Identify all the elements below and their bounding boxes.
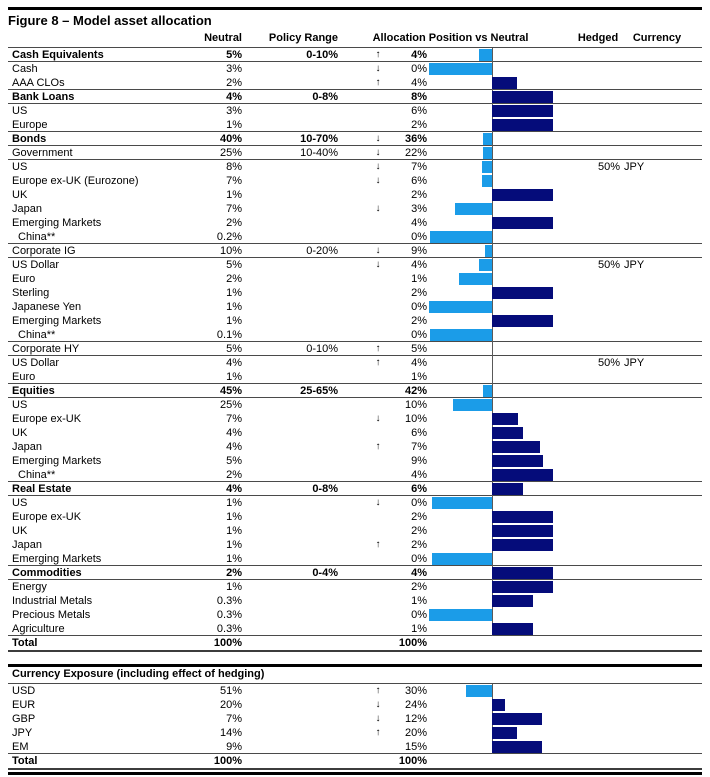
hedged-value: 50% <box>597 259 620 271</box>
overweight-bar <box>492 581 553 593</box>
allocation-value: 2% <box>411 511 427 523</box>
row-label: US <box>12 161 28 173</box>
table-row <box>8 454 702 468</box>
table-row <box>8 230 702 244</box>
allocation-value: 30% <box>404 685 427 697</box>
allocation-value: 0% <box>411 301 427 313</box>
row-label: USD <box>12 685 36 697</box>
row-label: Industrial Metals <box>12 595 93 607</box>
change-arrow-icon: ↓ <box>375 413 381 424</box>
neutral-value: 0.1% <box>216 329 242 341</box>
row-label: Euro <box>12 371 36 383</box>
row-label: Emerging Markets <box>12 455 102 467</box>
allocation-value: 2% <box>411 287 427 299</box>
row-label: Europe ex-UK <box>12 413 82 425</box>
overweight-bar <box>492 595 533 607</box>
underweight-bar <box>482 175 492 187</box>
overweight-bar <box>492 727 517 739</box>
underweight-bar <box>430 329 492 341</box>
neutral-value: 1% <box>226 119 242 131</box>
neutral-value: 40% <box>219 133 242 145</box>
row-label: Japan <box>12 441 42 453</box>
policy-range-value: 0-8% <box>312 91 338 103</box>
policy-range-value: 10-70% <box>300 133 338 145</box>
allocation-value: 6% <box>411 175 427 187</box>
allocation-value: 6% <box>411 483 427 495</box>
row-label: Euro <box>12 273 36 285</box>
allocation-value: 1% <box>411 371 427 383</box>
currency-exposure-table <box>8 684 702 768</box>
overweight-bar <box>492 623 533 635</box>
row-label: Europe ex-UK (Eurozone) <box>12 175 139 187</box>
table-row <box>8 356 702 370</box>
underweight-bar <box>483 147 492 159</box>
change-arrow-icon: ↓ <box>375 161 381 172</box>
table-row <box>8 76 702 90</box>
allocation-value: 2% <box>411 525 427 537</box>
hedged-value: 50% <box>597 161 620 173</box>
allocation-value: 4% <box>411 469 427 481</box>
neutral-value: 1% <box>226 539 242 551</box>
neutral-value: 7% <box>226 713 242 725</box>
allocation-value: 42% <box>404 385 427 397</box>
table-row <box>8 118 702 132</box>
table-row <box>8 580 702 594</box>
neutral-value: 0.3% <box>216 595 242 607</box>
allocation-value: 12% <box>404 713 427 725</box>
allocation-value: 0% <box>411 497 427 509</box>
top-rule <box>8 7 702 10</box>
allocation-value: 6% <box>411 427 427 439</box>
allocation-value: 24% <box>404 699 427 711</box>
change-arrow-icon: ↓ <box>375 713 381 724</box>
row-label: Cash <box>12 63 38 75</box>
row-label: UK <box>12 427 28 439</box>
neutral-value: 0.2% <box>216 231 242 243</box>
row-label: Bank Loans <box>12 91 75 103</box>
neutral-value: 9% <box>226 741 242 753</box>
row-label: Cash Equivalents <box>12 49 104 61</box>
overweight-bar <box>492 741 542 753</box>
underweight-bar <box>429 63 492 75</box>
change-arrow-icon: ↓ <box>375 133 381 144</box>
table-row <box>8 104 702 118</box>
table-row <box>8 510 702 524</box>
currency-value: JPY <box>624 357 645 369</box>
table-row <box>8 482 702 496</box>
overweight-bar <box>492 469 553 481</box>
allocation-value: 8% <box>411 91 427 103</box>
table-row <box>8 524 702 538</box>
allocation-table <box>8 48 702 650</box>
neutral-value: 1% <box>226 553 242 565</box>
table-row <box>8 398 702 412</box>
change-arrow-icon: ↑ <box>375 357 381 368</box>
neutral-value: 1% <box>226 371 242 383</box>
figure-title: Figure 8 – Model asset allocation <box>8 13 212 28</box>
row-label: Bonds <box>12 133 47 145</box>
allocation-value: 4% <box>411 357 427 369</box>
table-row <box>8 132 702 146</box>
table-row <box>8 62 702 76</box>
table-row <box>8 286 702 300</box>
table-row <box>8 314 702 328</box>
allocation-value: 1% <box>411 595 427 607</box>
neutral-value: 2% <box>226 567 242 579</box>
table-row <box>8 258 702 272</box>
neutral-value: 25% <box>219 147 242 159</box>
row-label: Emerging Markets <box>12 217 102 229</box>
allocation-value: 4% <box>411 217 427 229</box>
table-row <box>8 412 702 426</box>
overweight-bar <box>492 567 553 579</box>
overweight-bar <box>492 189 553 201</box>
row-label: EUR <box>12 699 36 711</box>
table-row <box>8 272 702 286</box>
neutral-value: 2% <box>226 469 242 481</box>
change-arrow-icon: ↑ <box>375 77 381 88</box>
allocation-value: 15% <box>404 741 427 753</box>
change-arrow-icon: ↓ <box>375 699 381 710</box>
row-label: Real Estate <box>12 483 72 495</box>
row-label: US Dollar <box>12 357 60 369</box>
neutral-value: 5% <box>226 49 242 61</box>
neutral-value: 1% <box>226 301 242 313</box>
row-label: JPY <box>12 727 33 739</box>
overweight-bar <box>492 539 553 551</box>
table-row <box>8 188 702 202</box>
underweight-bar <box>432 553 492 565</box>
allocation-value: 0% <box>411 231 427 243</box>
policy-range-value: 0-20% <box>306 245 338 257</box>
row-label: US Dollar <box>12 259 60 271</box>
table-row <box>8 726 702 740</box>
change-arrow-icon: ↓ <box>375 147 381 158</box>
neutral-value: 1% <box>226 287 242 299</box>
underweight-bar <box>432 497 492 509</box>
allocation-value: 0% <box>411 329 427 341</box>
row-label: Japan <box>12 203 42 215</box>
row-label: US <box>12 105 28 117</box>
table-row <box>8 426 702 440</box>
neutral-value: 7% <box>226 413 242 425</box>
table-row <box>8 174 702 188</box>
table-row <box>8 594 702 608</box>
overweight-bar <box>492 91 553 103</box>
neutral-value: 0.3% <box>216 623 242 635</box>
overweight-bar <box>492 105 553 117</box>
allocation-value: 2% <box>411 315 427 327</box>
row-label: Total <box>12 755 38 767</box>
allocation-value: 4% <box>411 259 427 271</box>
neutral-value: 0.3% <box>216 609 242 621</box>
overweight-bar <box>492 511 553 523</box>
neutral-value: 14% <box>219 727 242 739</box>
underweight-bar <box>455 203 492 215</box>
neutral-value: 3% <box>226 105 242 117</box>
table-row <box>8 202 702 216</box>
col-header-neutral: Neutral <box>204 32 242 44</box>
policy-range-value: 0-10% <box>306 49 338 61</box>
overweight-bar <box>492 413 518 425</box>
policy-range-value: 0-8% <box>312 483 338 495</box>
allocation-value: 10% <box>404 399 427 411</box>
row-label: GBP <box>12 713 36 725</box>
currency-table-bottom-rule <box>8 768 702 770</box>
row-label: China** <box>18 469 56 481</box>
neutral-value: 1% <box>226 497 242 509</box>
allocation-value: 6% <box>411 105 427 117</box>
underweight-bar <box>479 49 492 61</box>
underweight-bar <box>429 301 492 313</box>
row-label: Precious Metals <box>12 609 91 621</box>
allocation-value: 100% <box>398 755 427 767</box>
allocation-value: 5% <box>411 343 427 355</box>
neutral-value: 3% <box>226 63 242 75</box>
row-label: Emerging Markets <box>12 315 102 327</box>
table-row <box>8 566 702 580</box>
overweight-bar <box>492 217 553 229</box>
overweight-bar <box>492 455 543 467</box>
neutral-value: 1% <box>226 315 242 327</box>
overweight-bar <box>492 441 540 453</box>
row-label: China** <box>18 231 56 243</box>
allocation-value: 9% <box>411 245 427 257</box>
table-row <box>8 608 702 622</box>
allocation-value: 4% <box>411 77 427 89</box>
change-arrow-icon: ↓ <box>375 203 381 214</box>
allocation-value: 3% <box>411 203 427 215</box>
table-row <box>8 684 702 698</box>
row-label: Commodities <box>12 567 82 579</box>
allocation-value: 9% <box>411 455 427 467</box>
row-label: Emerging Markets <box>12 553 102 565</box>
row-label: Government <box>12 147 73 159</box>
table-row <box>8 244 702 258</box>
row-label: Total <box>12 637 38 649</box>
allocation-value: 0% <box>411 609 427 621</box>
row-label: US <box>12 399 28 411</box>
row-label: Corporate IG <box>12 245 76 257</box>
col-header-policy-range: Policy Range <box>268 32 338 44</box>
neutral-value: 4% <box>226 91 242 103</box>
allocation-value: 7% <box>411 441 427 453</box>
underweight-bar <box>479 259 492 271</box>
neutral-value: 5% <box>226 259 242 271</box>
table-row <box>8 300 702 314</box>
row-label: AAA CLOs <box>12 77 65 89</box>
currency-value: JPY <box>624 259 645 271</box>
underweight-bar <box>459 273 492 285</box>
neutral-value: 1% <box>226 525 242 537</box>
allocation-value: 36% <box>404 133 427 145</box>
table-row <box>8 698 702 712</box>
underweight-bar <box>466 685 492 697</box>
row-label: US <box>12 497 28 509</box>
allocation-value: 4% <box>411 49 427 61</box>
neutral-value: 45% <box>219 385 242 397</box>
neutral-value: 100% <box>213 637 242 649</box>
row-label: China** <box>18 329 56 341</box>
neutral-value: 5% <box>226 455 242 467</box>
row-label: Sterling <box>12 287 50 299</box>
neutral-value: 51% <box>219 685 242 697</box>
table-row <box>8 48 702 62</box>
allocation-value: 0% <box>411 553 427 565</box>
allocation-value: 2% <box>411 581 427 593</box>
table-row <box>8 146 702 160</box>
underweight-bar <box>483 385 492 397</box>
currency-section-title-row <box>8 667 702 684</box>
underweight-bar <box>430 231 492 243</box>
neutral-value: 4% <box>226 441 242 453</box>
policy-range-value: 10-40% <box>300 147 338 159</box>
allocation-value: 0% <box>411 63 427 75</box>
page-bottom-rule <box>8 772 702 775</box>
policy-range-value: 0-4% <box>312 567 338 579</box>
col-header-allocation-position: Allocation Position vs Neutral <box>372 32 529 44</box>
change-arrow-icon: ↓ <box>375 259 381 270</box>
neutral-value: 2% <box>226 273 242 285</box>
table-row <box>8 90 702 104</box>
allocation-value: 2% <box>411 119 427 131</box>
neutral-value: 25% <box>219 399 242 411</box>
overweight-bar <box>492 315 553 327</box>
neutral-value: 4% <box>226 483 242 495</box>
policy-range-value: 0-10% <box>306 343 338 355</box>
col-header-currency: Currency <box>632 32 682 44</box>
currency-section-title: Currency Exposure (including effect of hedging) <box>12 668 265 680</box>
table-row <box>8 636 702 650</box>
table-row <box>8 552 702 566</box>
row-label: EM <box>12 741 29 753</box>
allocation-value: 2% <box>411 189 427 201</box>
neutral-value: 4% <box>226 357 242 369</box>
overweight-bar <box>492 713 542 725</box>
neutral-value: 1% <box>226 189 242 201</box>
overweight-bar <box>492 77 517 89</box>
row-label: Japanese Yen <box>12 301 82 313</box>
overweight-bar <box>492 427 523 439</box>
underweight-bar <box>453 399 492 411</box>
neutral-value: 8% <box>226 161 242 173</box>
allocation-value: 100% <box>398 637 427 649</box>
overweight-bar <box>492 483 523 495</box>
neutral-value: 1% <box>226 511 242 523</box>
change-arrow-icon: ↓ <box>375 245 381 256</box>
overweight-bar <box>492 119 553 131</box>
change-arrow-icon: ↑ <box>375 49 381 60</box>
neutral-value: 2% <box>226 217 242 229</box>
allocation-table-bottom-rule <box>8 650 702 652</box>
allocation-value: 1% <box>411 273 427 285</box>
change-arrow-icon: ↑ <box>375 539 381 550</box>
neutral-value: 20% <box>219 699 242 711</box>
overweight-bar <box>492 525 553 537</box>
neutral-value: 4% <box>226 427 242 439</box>
policy-range-value: 25-65% <box>300 385 338 397</box>
change-arrow-icon: ↓ <box>375 497 381 508</box>
underweight-bar <box>429 609 492 621</box>
row-label: Corporate HY <box>12 343 80 355</box>
table-row <box>8 370 702 384</box>
table-row <box>8 468 702 482</box>
allocation-value: 1% <box>411 623 427 635</box>
change-arrow-icon: ↑ <box>375 727 381 738</box>
neutral-value: 2% <box>226 77 242 89</box>
change-arrow-icon: ↓ <box>375 63 381 74</box>
table-row <box>8 440 702 454</box>
row-label: Equities <box>12 385 55 397</box>
col-header-hedged: Hedged <box>577 32 619 44</box>
table-row <box>8 160 702 174</box>
row-label: UK <box>12 189 28 201</box>
table-row <box>8 622 702 636</box>
table-row <box>8 740 702 754</box>
overweight-bar <box>492 699 505 711</box>
neutral-value: 10% <box>219 245 242 257</box>
allocation-value: 20% <box>404 727 427 739</box>
table-row <box>8 712 702 726</box>
currency-value: JPY <box>624 161 645 173</box>
neutral-value: 5% <box>226 343 242 355</box>
table-row <box>8 384 702 398</box>
hedged-value: 50% <box>597 357 620 369</box>
table-row <box>8 328 702 342</box>
allocation-value: 22% <box>404 147 427 159</box>
table-row <box>8 496 702 510</box>
allocation-value: 2% <box>411 539 427 551</box>
change-arrow-icon: ↑ <box>375 441 381 452</box>
row-label: Energy <box>12 581 47 593</box>
table-row <box>8 754 702 768</box>
underweight-bar <box>482 161 492 173</box>
neutral-value: 1% <box>226 581 242 593</box>
column-header-row <box>8 31 702 48</box>
neutral-value: 7% <box>226 175 242 187</box>
overweight-bar <box>492 287 553 299</box>
change-arrow-icon: ↑ <box>375 343 381 354</box>
neutral-value: 7% <box>226 203 242 215</box>
row-label: Agriculture <box>12 623 65 635</box>
row-label: Japan <box>12 539 42 551</box>
underweight-bar <box>483 133 492 145</box>
allocation-value: 10% <box>404 413 427 425</box>
underweight-bar <box>485 245 492 257</box>
row-label: UK <box>12 525 28 537</box>
neutral-value: 100% <box>213 755 242 767</box>
allocation-value: 7% <box>411 161 427 173</box>
table-row <box>8 538 702 552</box>
allocation-value: 4% <box>411 567 427 579</box>
row-label: Europe <box>12 119 48 131</box>
change-arrow-icon: ↑ <box>375 685 381 696</box>
row-label: Europe ex-UK <box>12 511 82 523</box>
change-arrow-icon: ↓ <box>375 175 381 186</box>
table-row <box>8 342 702 356</box>
table-row <box>8 216 702 230</box>
